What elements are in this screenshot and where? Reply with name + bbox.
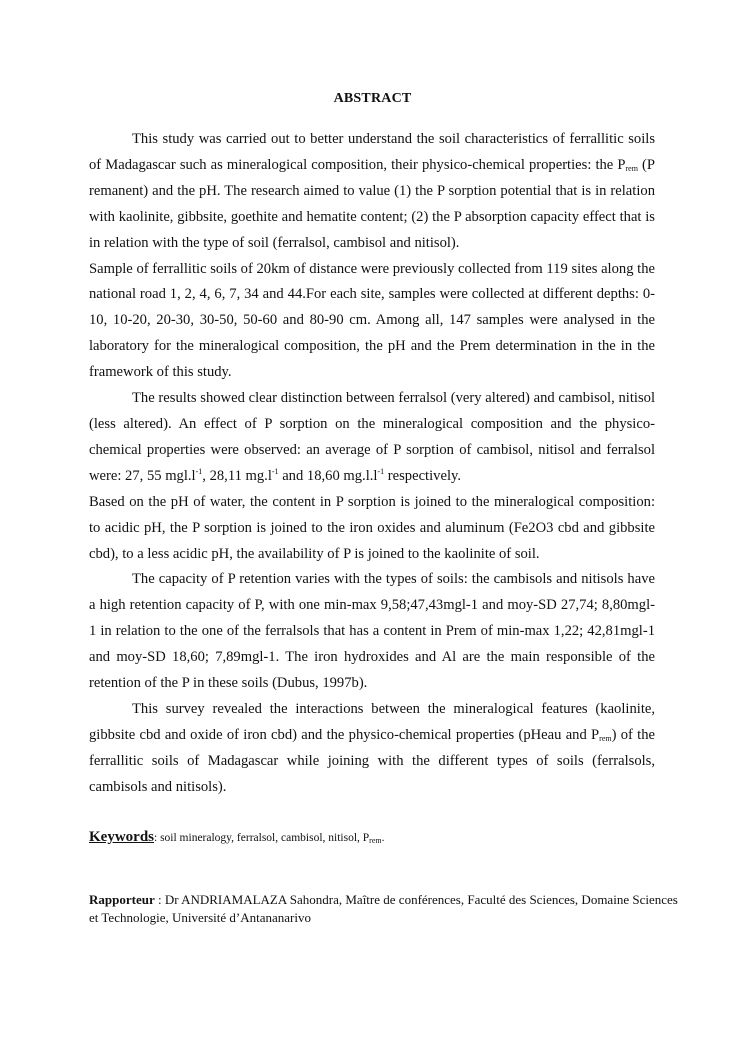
keywords-label: Keywords xyxy=(89,829,154,845)
keywords-text: : soil mineralogy, ferralsol, cambisol, nitisol, P xyxy=(154,832,370,844)
paragraph-2: Sample of ferrallitic soils of 20km of distance were previously collected from 119 sites along the national road 1, 2, 4, 6, 7, 34 and 44.For each site, samples were collected at different depths: 0-10, 10-20, 20-30, 30-50, 50-60 and 80-90 cm. Among all, 147 samples were analysed in the laboratory for the mineralogical composition, the pH and the Prem determination in the in the framework of this study. xyxy=(89,260,655,381)
paragraph-3: The results showed clear distinction between ferralsol (very altered) and cambisol, nitisol (less altered). An effect of P sorption on the mineralogical composition and the physico-chemical properties were observed: an average of P sorption of cambisol, nitisol and ferralsol were: 27, 55 $mgl.l^{-1}$, 28,11 $mg.l^{-1}$ and 18,60 $mg.l.l^{-1}$ respectively. xyxy=(89,390,655,484)
rapporteur-text: : Dr ANDRIAMALAZA Sahondra, Maître de conférences, Faculté des Sciences, Domaine Sciences et Technologie, Université d’Antananarivo xyxy=(89,892,678,925)
rapporteur-block xyxy=(89,891,689,927)
paragraph-6: This survey revealed the interactions between the mineralogical features (kaolinite, gibbsite cbd and oxide of iron cbd) and the physico-chemical properties (pHeau and $P_{rem}$) of the ferrallitic soils of Madagascar while joining with the different types of soils (ferralsols, cambisols and nitisols). xyxy=(89,700,655,795)
abstract-title: ABSTRACT xyxy=(333,91,412,106)
rapporteur-label: Rapporteur xyxy=(89,892,155,907)
abstract-body xyxy=(89,127,655,801)
keywords-line: Keywords: soil mineralogy, ferralsol, cambisol, nitisol, $P_{rem}$. xyxy=(89,829,385,845)
paragraph-1: This study was carried out to better understand the soil characteristics of ferrallitic soils of Madagascar such as mineralogical composition, their physico-chemical properties: the $P_{rem}$ (P remanent) and the pH. The research aimed to value (1) the P sorption potential that is in relation with kaolinite, gibbsite, goethite and hematite content; (2) the P absorption capacity effect that is in relation with the type of soil (ferralsol, cambisol and nitisol). xyxy=(89,131,656,251)
paragraph-4: Based on the pH of water, the content in P sorption is joined to the mineralogical composition: to acidic pH, the P sorption is joined to the iron oxides and aluminum (Fe2O3 cbd and gibbsite cbd), to a less acidic pH, the availability of P is joined to the kaolinite of soil. xyxy=(89,493,655,562)
paragraph-5: The capacity of P retention varies with the types of soils: the cambisols and nitisols have a high retention capacity of P, with one min-max 9,58;47,43mgl-1 and moy-SD 27,74; 8,80mgl-1 in relation to the one of the ferralsols that has a content in Prem of min-max 1,22; 42,81mgl-1 and moy-SD 18,60; 7,89mgl-1. The iron hydroxides and Al are the main responsible of the retention of the P in these soils (Dubus, 1997b). xyxy=(89,571,655,692)
